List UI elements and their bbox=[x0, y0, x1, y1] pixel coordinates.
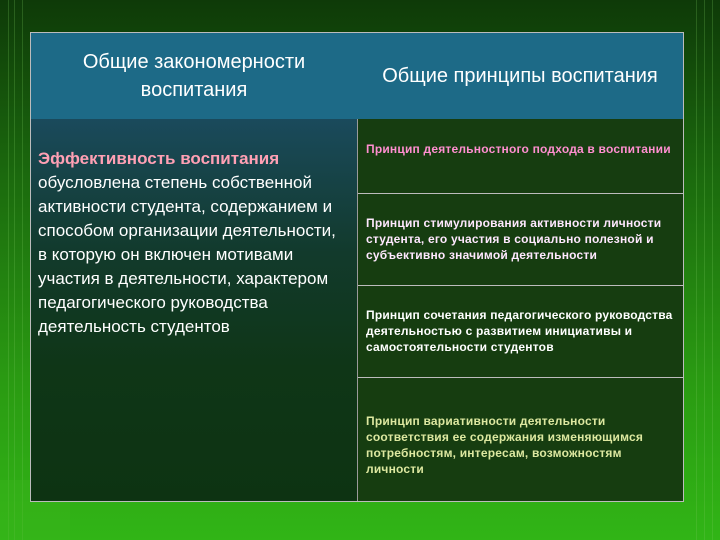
principle-text-2: Принцип стимулирования активности личности студента, его участия в социально полезной и субъективно значимой деятельности bbox=[366, 216, 662, 262]
principle-cell-1 bbox=[358, 119, 683, 193]
principle-cell-3 bbox=[358, 285, 683, 377]
regularity-emphasis: Эффективность воспитания bbox=[38, 149, 280, 168]
background-stripe bbox=[14, 0, 15, 540]
comparison-table bbox=[30, 32, 684, 502]
background-stripe bbox=[696, 0, 697, 540]
regularity-text: обусловлена степень собственной активности студента, содержанием и способом организации деятельности, в которую он включен мотивами участия в деятельности, характером педагогического руководства деятельность студентов bbox=[38, 173, 336, 336]
background-stripe bbox=[704, 0, 705, 540]
background-stripe bbox=[712, 0, 713, 540]
principle-cell-2 bbox=[358, 193, 683, 285]
principle-cell-4 bbox=[358, 377, 683, 501]
header-regularities: Общие закономерности воспитания bbox=[31, 33, 357, 119]
regularities-cell bbox=[31, 119, 357, 501]
background-stripe bbox=[22, 0, 23, 540]
principle-text-3: Принцип сочетания педагогического руководства деятельностью с развитием инициативы и самостоятельности студентов bbox=[366, 308, 673, 354]
principle-text-1: Принцип деятельностного подхода в воспитании bbox=[366, 142, 671, 156]
background-stripe bbox=[8, 0, 9, 540]
principle-text-4: Принцип вариативности деятельности соответствия ее содержания изменяющимся потребностям, интересам, возможностям личности bbox=[366, 414, 644, 476]
header-principles: Общие принципы воспитания bbox=[357, 33, 683, 119]
